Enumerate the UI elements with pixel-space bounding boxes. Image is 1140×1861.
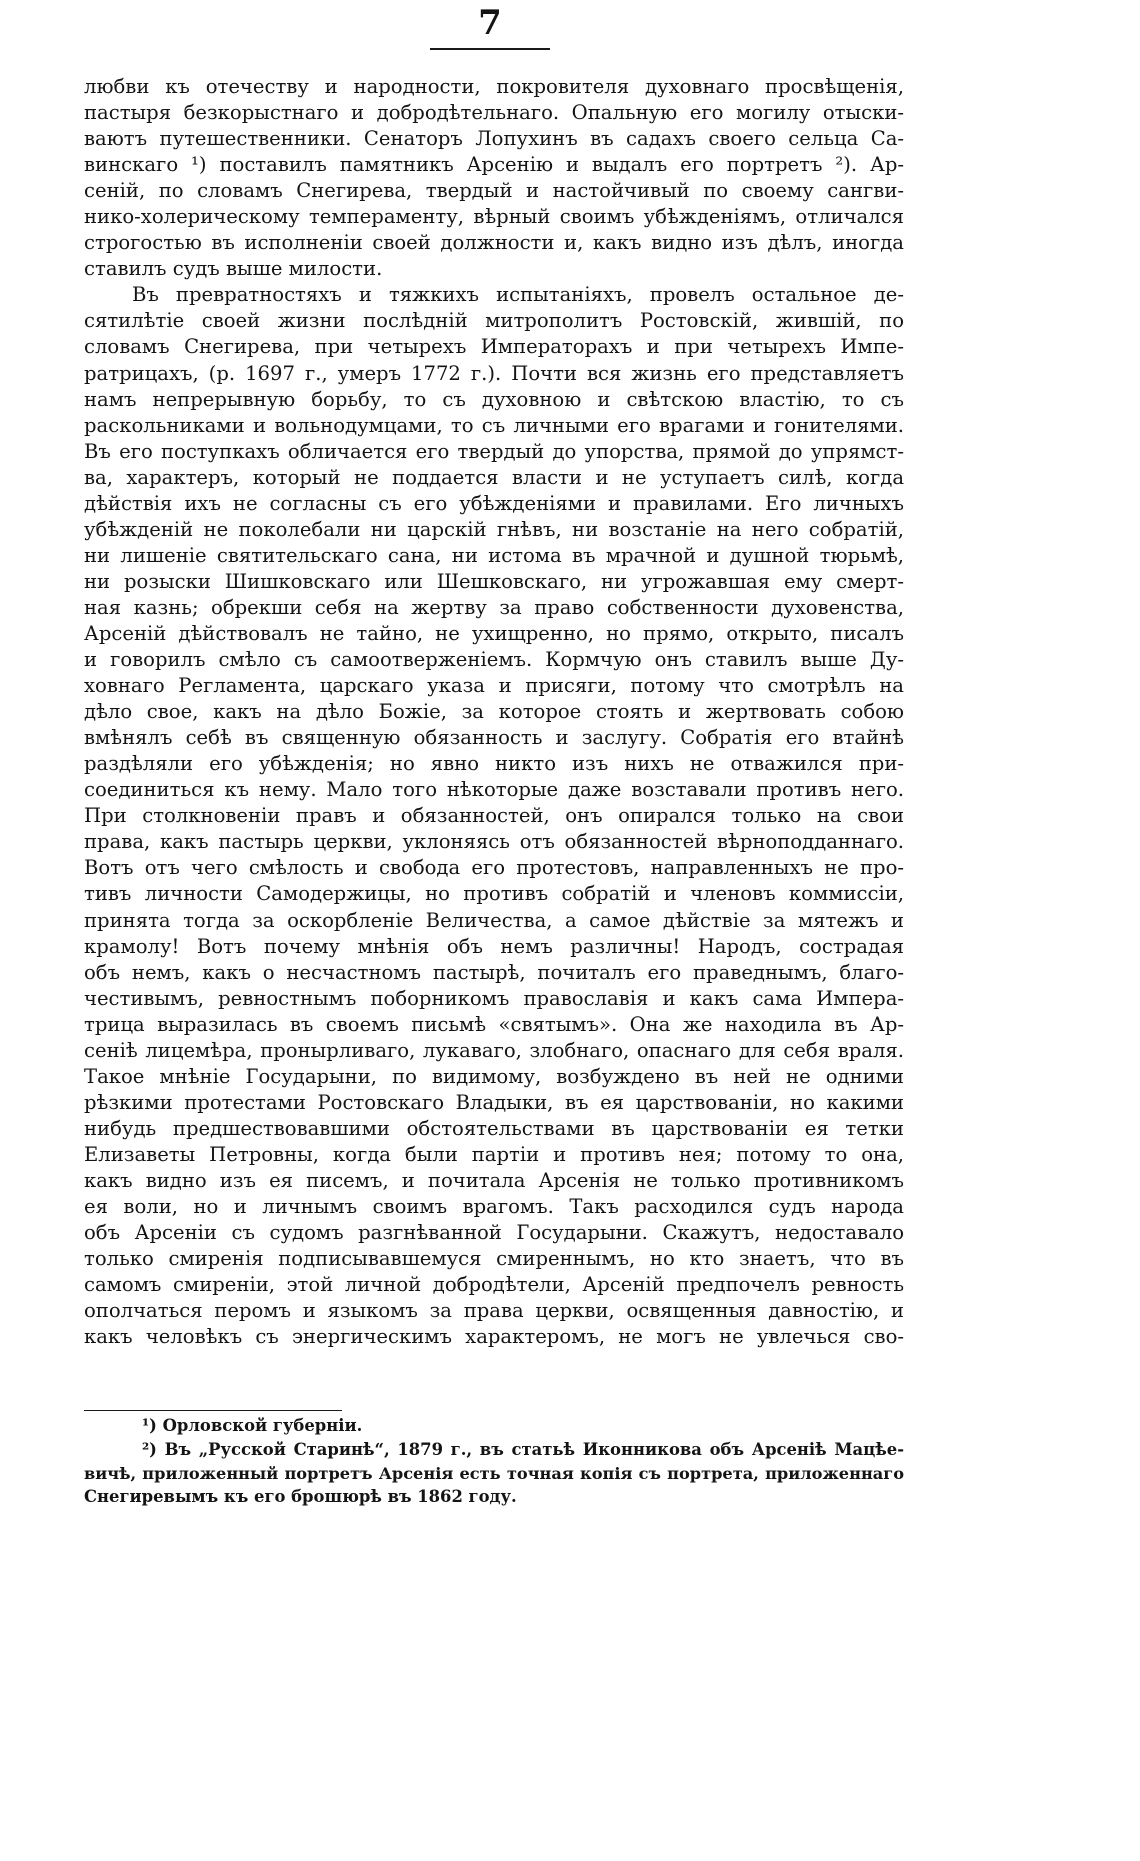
text-line: сеній, по словамъ Снегирева, твердый и настойчивый по своему сангви-: [84, 179, 904, 203]
text-line: ставилъ судъ выше милости.: [84, 257, 383, 281]
text-line: самомъ смиреніи, этой личной добродѣтели, Арсеній предпочелъ ревность: [84, 1273, 904, 1297]
footnotes: [84, 1414, 904, 1509]
footnote-rule: [84, 1410, 342, 1411]
text-line: тивъ личности Самодержицы, но противъ собратій и членовъ коммиссіи,: [84, 882, 904, 906]
text-line: принята тогда за оскорбленіе Величества, а самое дѣйствіе за мятежъ и: [84, 908, 904, 932]
text-line: Въ его поступкахъ обличается его твердый до упорства, прямой до упрямст-: [84, 439, 904, 463]
paragraph-start-line: Въ превратностяхъ и тяжкихъ испытаніяхъ, провелъ остальное де-: [132, 283, 904, 307]
text-line: убѣжденій не поколебали ни царскій гнѣвъ, ни возстаніе на него собратій,: [84, 517, 904, 541]
text-line: Такое мнѣніе Государыни, по видимому, возбуждено въ ней не одними: [84, 1064, 904, 1088]
text-line: ваютъ путешественники. Сенаторъ Лопухинъ въ садахъ своего сельца Са-: [84, 127, 904, 151]
text-line: какъ видно изъ ея писемъ, и почитала Арсенія не только противникомъ: [84, 1168, 904, 1192]
page-number: 7: [478, 3, 502, 43]
main-text: [84, 74, 904, 1350]
header-rule: [430, 48, 550, 50]
text-line: какъ человѣкъ съ энергическимъ характеромъ, не могъ не увлечься сво-: [84, 1325, 904, 1349]
text-line: и говорилъ смѣло съ самоотверженіемъ. Кормчую онъ ставилъ выше Ду-: [84, 648, 904, 672]
footnote-2: ²) Въ „Русской Старинѣ“, 1879 г., въ статьѣ Иконникова объ Арсеніѣ Мацѣе-: [142, 1439, 904, 1459]
text-line: ни лишеніе святительскаго сана, ни истома въ мрачной и душной тюрьмѣ,: [84, 543, 904, 567]
text-line: раздѣляли его убѣжденія; но явно никто изъ нихъ не отважился при-: [84, 752, 904, 776]
text-line: ва, характеръ, который не поддается власти и не уступаетъ силѣ, когда: [84, 465, 904, 489]
text-line: нико-холерическому темпераменту, вѣрный своимъ убѣжденіямъ, отличался: [84, 205, 904, 229]
text-line: раскольниками и вольнодумцами, то съ личными его врагами и гонителями.: [84, 413, 904, 437]
footnote-1: ¹) Орловской губерніи.: [142, 1416, 363, 1435]
text-line: объ Арсеніи съ судомъ разгнѣванной Государыни. Скажутъ, недоставало: [84, 1221, 904, 1245]
text-line: сятилѣтіе своей жизни послѣдній митрополитъ Ростовскій, жившій, по: [84, 309, 904, 333]
text-line: Арсеній дѣйствовалъ не тайно, не ухищренно, но прямо, открыто, писалъ: [84, 621, 904, 645]
text-line: крамолу! Вотъ почему мнѣнія объ немъ различны! Народъ, сострадая: [84, 934, 904, 958]
text-line: Вотъ отъ чего смѣлость и свобода его протестовъ, направленныхъ не про-: [84, 856, 904, 880]
text-line: сеніѣ лицемѣра, пронырливаго, лукаваго, злобнаго, опаснаго для себя враля.: [84, 1038, 904, 1062]
text-line: соединиться къ нему. Мало того нѣкоторые даже возставали противъ него.: [84, 778, 904, 802]
text-line: Елизаветы Петровны, когда были партіи и противъ нея; потому то она,: [84, 1142, 904, 1166]
text-line: дѣло свое, какъ на дѣло Божіе, за которое стоять и жертвовать собою: [84, 700, 904, 724]
text-line: нибудь предшествовавшими обстоятельствами въ царствованіи ея тетки: [84, 1116, 904, 1140]
text-line: ея воли, но и личнымъ своимъ врагомъ. Такъ расходился судъ народа: [84, 1195, 904, 1219]
text-line: ная казнь; обрекши себя на жертву за право собственности духовенства,: [84, 595, 904, 619]
text-line: трица выразилась въ своемъ письмѣ «святымъ». Она же находила въ Ар-: [84, 1012, 904, 1036]
text-line: словамъ Снегирева, при четырехъ Императорахъ и при четырехъ Импе-: [84, 335, 904, 359]
text-line: пастыря безкорыстнаго и добродѣтельнаго. Опальную его могилу отыски-: [84, 101, 904, 125]
text-line: ни розыски Шишковскаго или Шешковскаго, ни угрожавшая ему смерт-: [84, 569, 904, 593]
text-line: вмѣнялъ себѣ въ священную обязанность и заслугу. Собратія его втайнѣ: [84, 726, 904, 750]
text-line: честивымъ, ревностнымъ поборникомъ православія и какъ сама Импера-: [84, 986, 904, 1010]
text-line: ополчаться перомъ и языкомъ за права церкви, освященныя давностію, и: [84, 1299, 904, 1323]
text-line: только смиренія подписывавшемуся смиреннымъ, но кто знаетъ, что въ: [84, 1247, 904, 1271]
text-line: ратрицахъ, (р. 1697 г., умеръ 1772 г.). Почти вся жизнь его представляетъ: [84, 361, 904, 385]
text-line: намъ непрерывную борьбу, то съ духовною и свѣтскою властію, то съ: [84, 387, 904, 411]
text-line: При столкновеніи правъ и обязанностей, онъ опирался только на свои: [84, 804, 904, 828]
text-line: права, какъ пастырь церкви, уклоняясь отъ обязанностей вѣрноподданнаго.: [84, 830, 904, 854]
text-line: ховнаго Регламента, царскаго указа и присяги, потому что смотрѣлъ на: [84, 674, 904, 698]
footnote-2-continuation: Снегиревымъ къ его брошюрѣ въ 1862 году.: [84, 1487, 517, 1507]
footnote-2-continuation: вичѣ, приложенный портретъ Арсенія есть точная копія съ портрета, приложеннаго: [84, 1463, 904, 1483]
text-line: любви къ отечеству и народности, покровителя духовнаго просвѣщенія,: [84, 75, 904, 98]
text-line: рѣзкими протестами Ростовскаго Владыки, въ ея царствованіи, но какими: [84, 1090, 904, 1114]
text-line: объ немъ, какъ о несчастномъ пастырѣ, почиталъ его праведнымъ, благо-: [84, 960, 904, 984]
text-line: строгостью въ исполненіи своей должности и, какъ видно изъ дѣлъ, иногда: [84, 231, 904, 255]
text-line: дѣйствія ихъ не согласны съ его убѣжденіями и правилами. Его личныхъ: [84, 491, 904, 515]
text-line: винскаго ¹) поставилъ памятникъ Арсенію и выдалъ его портретъ ²). Ар-: [84, 153, 904, 177]
